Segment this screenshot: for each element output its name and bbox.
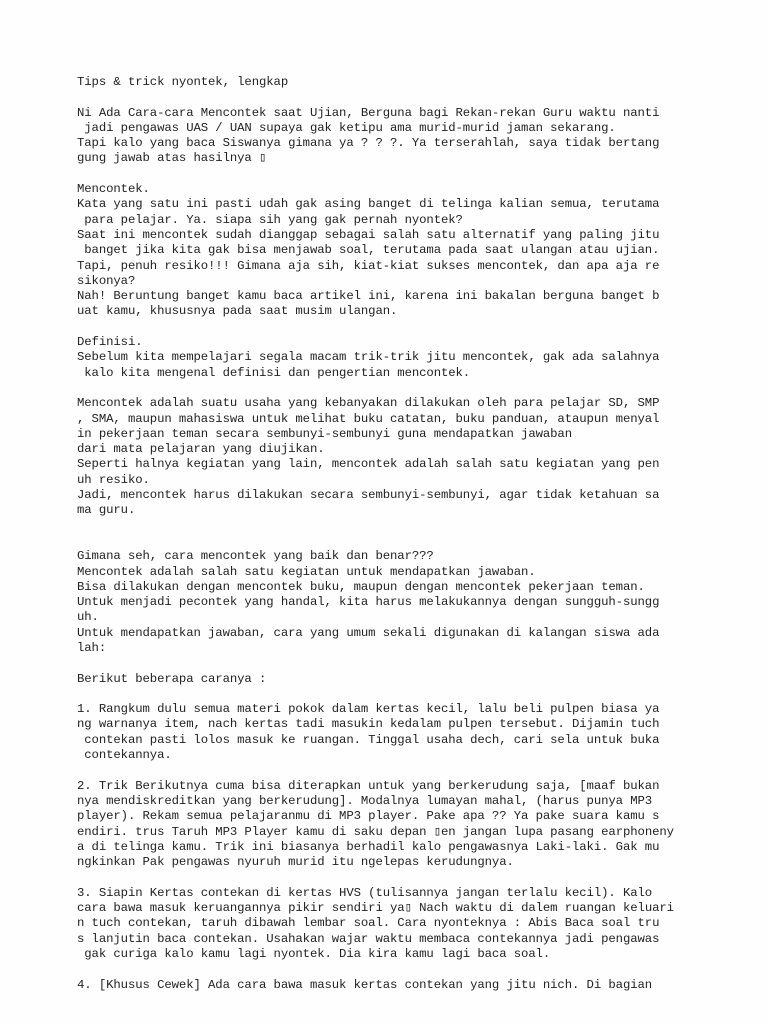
text-line: Berikut beberapa caranya : <box>77 671 267 686</box>
text-line: Jadi, mencontek harus dilakukan secara sembunyi-sembunyi, agar tidak ketahuan sa <box>77 488 660 503</box>
document-text <box>77 75 757 993</box>
text-line: Saat ini mencontek sudah dianggap sebagai salah satu alternatif yang paling jitu <box>77 227 660 242</box>
blank-line <box>77 381 757 396</box>
blank-line <box>77 763 757 778</box>
text-line: uat kamu, khususnya pada saat musim ulangan. <box>77 304 398 319</box>
text-line: Gimana seh, cara mencontek yang baik dan benar??? <box>77 549 434 564</box>
text-line: Untuk menjadi pecontek yang handal, kita harus melakukannya dengan sungguh-sungg <box>77 595 660 610</box>
text-line: Kata yang satu ini pasti udah gak asing banget di telinga kalian semua, terutama <box>77 197 660 212</box>
text-line: Tips & trick nyontek, lengkap <box>77 75 289 89</box>
text-line: Mencontek adalah suatu usaha yang kebanyakan dilakukan oleh para pelajar SD, SMP <box>77 396 660 411</box>
blank-line <box>77 519 757 534</box>
text-line: gak curiga kalo kamu lagi nyontek. Dia kira kamu lagi baca soal. <box>77 946 551 961</box>
text-line: Bisa dilakukan dengan mencontek buku, maupun dengan mencontek pekerjaan teman. <box>77 579 645 594</box>
text-line: uh resiko. <box>77 472 150 487</box>
blank-line <box>77 687 757 702</box>
text-line: gung jawab atas hasilnya ▯ <box>77 151 267 166</box>
text-line: Mencontek. <box>77 182 150 197</box>
blank-line <box>77 870 757 885</box>
text-line: s lanjutin baca contekan. Usahakan wajar waktu membaca contekannya jadi pengawas <box>77 931 660 946</box>
text-line: Definisi. <box>77 335 143 350</box>
text-line: nya mendiskreditkan yang berkerudung]. Modalnya lumayan mahal, (harus punya MP3 <box>77 793 653 808</box>
text-line: a di telinga kamu. Trik ini biasanya berhadil kalo pengawasnya Laki-laki. Gak mu <box>77 839 660 854</box>
text-line: sikonya? <box>77 273 136 288</box>
blank-line <box>77 656 757 671</box>
blank-line <box>77 167 757 182</box>
text-line: ma guru. <box>77 503 136 518</box>
text-line: lah: <box>77 640 107 655</box>
text-line: jadi pengawas UAS / UAN supaya gak ketipu ama murid-murid jaman sekarang. <box>77 120 616 135</box>
text-line: 1. Rangkum dulu semua materi pokok dalam kertas kecil, lalu beli pulpen biasa ya <box>77 702 660 717</box>
text-line: Tapi, penuh resiko!!! Gimana aja sih, kiat-kiat sukses mencontek, dan apa aja re <box>77 258 660 273</box>
blank-line <box>77 962 757 977</box>
text-line: 4. [Khusus Cewek] Ada cara bawa masuk kertas contekan yang jitu nich. Di bagian <box>77 977 653 992</box>
text-line: Ni Ada Cara-cara Mencontek saat Ujian, Berguna bagi Rekan-rekan Guru waktu nanti <box>77 105 660 120</box>
blank-line <box>77 90 757 105</box>
text-line: Untuk mendapatkan jawaban, cara yang umum sekali digunakan di kalangan siswa ada <box>77 625 660 640</box>
text-line: kalo kita mengenal definisi dan pengertian mencontek. <box>77 365 471 380</box>
text-line: Mencontek adalah salah satu kegiatan untuk mendapatkan jawaban. <box>77 564 536 579</box>
text-line: in pekerjaan teman secara sembunyi-sembunyi guna mendapatkan jawaban <box>77 426 572 441</box>
text-line: Seperti halnya kegiatan yang lain, mencontek adalah salah satu kegiatan yang pen <box>77 457 660 472</box>
text-line: 2. Trik Berikutnya cuma bisa diterapkan untuk yang berkerudung saja, [maaf bukan <box>77 778 660 793</box>
text-line: cara bawa masuk keruangannya pikir sendiri ya▯ Nach waktu di dalem ruangan keluari <box>77 901 674 916</box>
text-line: contekannya. <box>77 748 172 763</box>
text-line: para pelajar. Ya. siapa sih yang gak pernah nyontek? <box>77 212 463 227</box>
text-line: n tuch contekan, taruh dibawah lembar soal. Cara nyonteknya : Abis Baca soal tru <box>77 916 660 931</box>
text-line: dari mata pelajaran yang diujikan. <box>77 442 325 457</box>
text-line: banget jika kita gak bisa menjawab soal, terutama pada saat ulangan atau ujian. <box>77 243 660 258</box>
text-line: Sebelum kita mempelajari segala macam trik-trik jitu mencontek, gak ada salahnya <box>77 350 660 365</box>
text-line: ng warnanya item, nach kertas tadi masukin kedalam pulpen tersebut. Dijamin tuch <box>77 717 660 732</box>
text-line: contekan pasti lolos masuk ke ruangan. Tinggal usaha dech, cari sela untuk buka <box>77 732 660 747</box>
text-line: endiri. trus Taruh MP3 Player kamu di saku depan ▯en jangan lupa pasang earphoneny <box>77 824 674 839</box>
text-line: Nah! Beruntung banget kamu baca artikel ini, karena ini bakalan berguna banget b <box>77 289 660 304</box>
text-line: ngkinkan Pak pengawas nyuruh murid itu ngelepas kerudungnya. <box>77 855 514 870</box>
text-line: uh. <box>77 610 99 625</box>
text-line: player). Rekam semua pelajaranmu di MP3 player. Pake apa ?? Ya pake suara kamu s <box>77 809 660 824</box>
blank-line <box>77 320 757 335</box>
blank-line <box>77 534 757 549</box>
text-line: Tapi kalo yang baca Siswanya gimana ya ? ? ?. Ya terserahlah, saya tidak bertang <box>77 136 660 151</box>
text-line: 3. Siapin Kertas contekan di kertas HVS (tulisannya jangan terlalu kecil). Kalo <box>77 885 653 900</box>
text-line: , SMA, maupun mahasiswa untuk melihat buku catatan, buku panduan, ataupun menyal <box>77 411 660 426</box>
